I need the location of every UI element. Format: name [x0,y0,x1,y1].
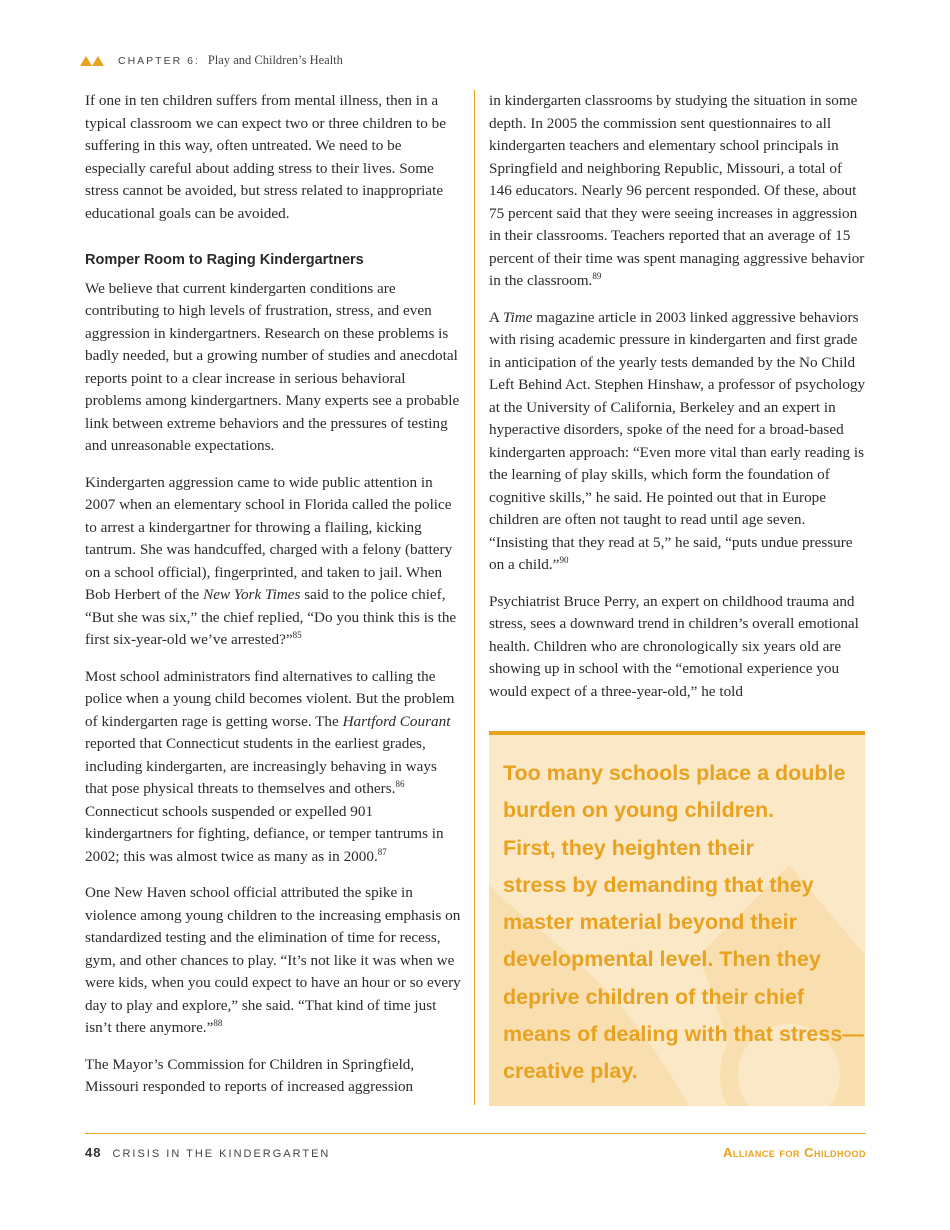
left-column [85,90,461,1113]
pull-quote-line: burden on young children. [503,798,775,823]
footnote-ref: 87 [377,846,387,857]
publication-name: Time [502,308,533,326]
column-divider [474,90,475,1105]
paragraph: If one in ten children suffers from mental illness, then in a typical classroom we can expect two or three children to be suffering in this way, often untreated. We need to be especially careful about adding stress to their lives. Some stress cannot be avoided, but stress related to inappropriate educational goals can be avoided. [85,92,446,222]
footnote-ref: 89 [592,270,602,281]
running-header [80,53,343,68]
footnote-ref: 90 [559,554,569,565]
footnote-ref: 88 [213,1017,223,1028]
pull-quote [489,731,865,1106]
pull-quote-line: deprive children of their chief [503,984,805,1009]
pull-quote-line: creative play. [503,1059,638,1084]
pull-quote-line: means of dealing with that stress— [503,1022,864,1047]
publication-name: New York Times [203,586,301,603]
paragraph: Psychiatrist Bruce Perry, an expert on childhood trauma and stress, sees a downward trend in children’s overall emotional health. Children who are chronologically six years old are showing up in school with the “emotional experience you would expect of a three-year-old,” he told [489,592,859,700]
publication-name: Hartford Courant [342,712,451,730]
pull-quote-line: stress by demanding that they [503,872,814,897]
chapter-title: Play and Children’s Health [207,53,343,67]
pull-quote-line: master material beyond their [503,910,797,935]
footnote-ref: 85 [292,629,302,640]
pull-quote-line: First, they heighten their [503,835,754,860]
section-heading: Romper Room to Raging Kindergartners [85,252,364,268]
footnote-ref: 86 [395,778,405,789]
paragraph: Kindergarten aggression came to wide public attention in 2007 when an elementary school in Florida called the police to arrest a kindergartner for throwing a flailing, kicking tantrum. She was handcuffed, charged with a felony (battery on a school official), fingerprinted, and taken to jail. When Bob Herbert of the New York Times said to the police chief, “But she was six,” the chief replied, “Do you think this is the first six-year-old we’ve arrested?”$^{85}$ [85,473,457,648]
pull-quote-text [503,755,864,1091]
right-column [489,90,866,717]
pull-quote-line: Too many schools place a double [503,761,846,785]
book-title: CRISIS IN THE KINDERGARTEN [112,1148,331,1160]
paragraph: A Time magazine article in 2003 linked aggressive behaviors with rising academic pressure in kindergarten and first grade in anticipation of the yearly tests demanded by the No Child Left Behind Act. Stephen Hinshaw, a professor of psychology at the University of California, Berkeley and an expert in hyperactive disorders, spoke of the need for a broad-based kindergarten approach: “Even more vital than early reading is the learning of play skills, which form the foundation of cognitive skills,” he said. He pointed out that in Europe children are often not taught to read until age seven. “Insisting that they read at 5,” he said, “puts undue pressure on a child.”$^{90}$ [489,308,866,573]
publisher-name: Alliance for Childhood [723,1145,866,1160]
paragraph: Most school administrators find alternatives to calling the police when a young child becomes violent. But the problem of kindergarten rage is getting worse. The Hartford Courant reported that Connecticut students in the earliest grades, including kindergarten, are increasingly behaving in ways that pose physical threats to themselves and others.$^{86}$ Connecticut schools suspended or expelled 901 kindergartners for fighting, defiance, or temper tantrums in 2002; this was almost twice as many as in 2000.87 [85,667,455,865]
page-number: 48 [85,1145,102,1160]
paragraph: We believe that current kindergarten conditions are contributing to high levels of frustration, stress, and even aggression in kindergartners. Research on these problems is badly needed, but a growing number of studies and anecdotal reports point to a clear increase in serious behavioral problems among kindergartners. Many experts see a probable link between extreme behaviors and the pressures of testing and unreasonable expectations. [85,279,460,454]
paragraph: in kindergarten classrooms by studying the situation in some depth. In 2005 the commission sent questionnaires to all kindergarten teachers and elementary school principals in Springfield and neighboring Republic, Missouri, a total of 146 educators. Nearly 96 percent responded. Of these, about 75 percent said that they were seeing increases in aggression in their classrooms. Teachers reported that an average of 15 percent of their time was spent managing aggressive behavior in the classroom.$^{89}$ [489,92,865,289]
footer-left [85,1145,330,1160]
pull-quote-line: developmental level. Then they [503,947,821,972]
paragraph: The Mayor’s Commission for Children in Springfield, Missouri responded to reports of increased aggression [85,1055,415,1095]
triangle-logo-icon [80,56,104,66]
paragraph: One New Haven school official attributed the spike in violence among young children to the increasing emphasis on standardized testing and the elimination of time for recess, gym, and other chances to play. “It’s not like it was when we were kids, when you could expect to have an hour or so every day to play and explore,” she said. “That kind of time just isn’t there anymore.”$^{88}$ [85,884,461,1036]
chapter-label: CHAPTER 6: [118,54,200,67]
footer-rule [85,1133,866,1134]
